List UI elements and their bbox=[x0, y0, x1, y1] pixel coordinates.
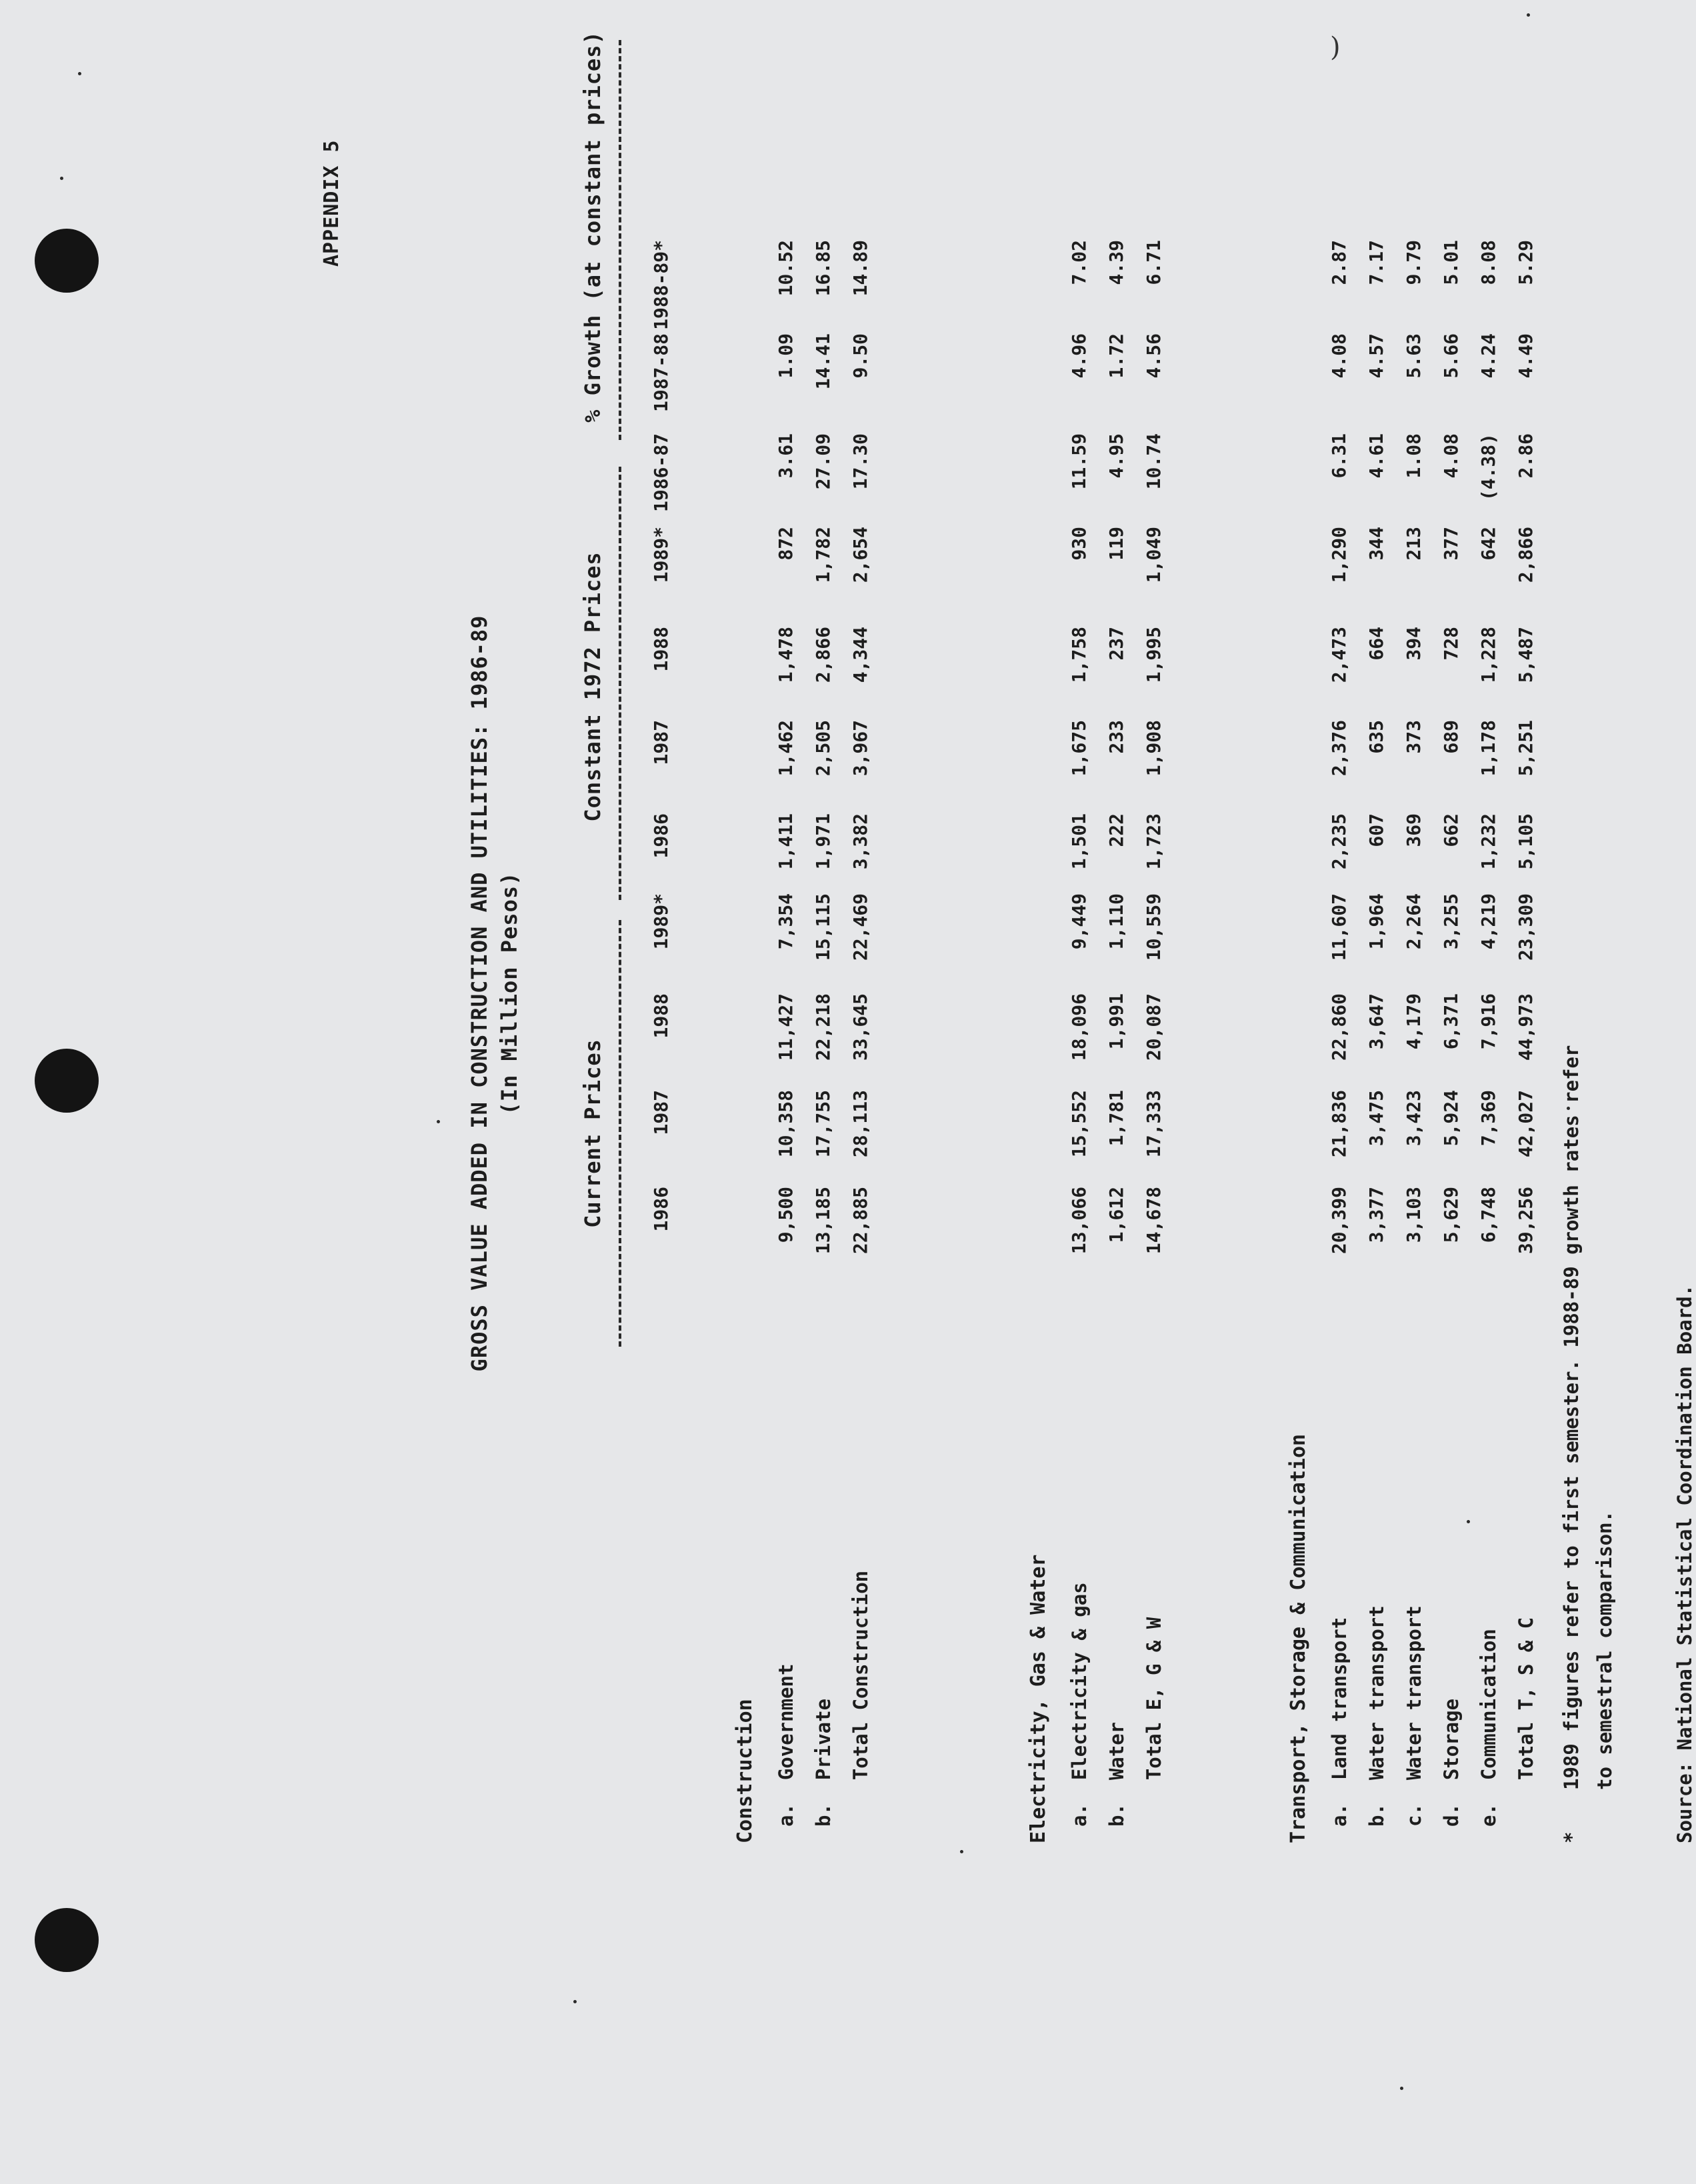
year-header: 1986 bbox=[650, 813, 672, 859]
scan-speck bbox=[78, 72, 81, 75]
table-cell: 8.08 bbox=[1477, 240, 1499, 285]
table-cell: 11,427 bbox=[775, 993, 797, 1061]
table-cell: 3,103 bbox=[1403, 1187, 1425, 1243]
table-cell: 2,866 bbox=[812, 627, 834, 683]
table-cell: 11.59 bbox=[1068, 433, 1090, 490]
year-header: 1987-88 bbox=[650, 333, 672, 413]
table-cell: 222 bbox=[1105, 813, 1127, 847]
table-cell: 1,232 bbox=[1477, 813, 1499, 870]
table-cell: 17.30 bbox=[849, 433, 871, 490]
table-cell: 5.29 bbox=[1515, 240, 1537, 285]
rule-growth bbox=[619, 40, 621, 440]
table-cell: 15,115 bbox=[812, 893, 834, 961]
rule-constant bbox=[619, 467, 621, 900]
table-cell: 1,995 bbox=[1143, 627, 1165, 683]
rotated-table-page bbox=[320, 0, 1696, 1853]
year-header: 1988 bbox=[650, 627, 672, 672]
table-cell: 10,358 bbox=[775, 1090, 797, 1158]
table-cell: 1,991 bbox=[1105, 993, 1127, 1050]
appendix-label: APPENDIX 5 bbox=[320, 139, 343, 267]
year-header: 1989* bbox=[650, 893, 672, 950]
table-cell: 14.89 bbox=[849, 240, 871, 297]
table-cell: 2.87 bbox=[1328, 240, 1350, 285]
header-current-prices: Current Prices bbox=[580, 1039, 605, 1228]
row-label: Total T, S & C bbox=[1515, 1617, 1537, 1827]
punch-hole-bottom bbox=[35, 1908, 99, 1972]
table-cell: 6,371 bbox=[1440, 993, 1462, 1050]
table-cell: 22,469 bbox=[849, 893, 871, 961]
table-cell: 9,449 bbox=[1068, 893, 1090, 950]
footnote-mark: * bbox=[1560, 1831, 1583, 1843]
table-cell: 1,049 bbox=[1143, 527, 1165, 583]
table-cell: 2,264 bbox=[1403, 893, 1425, 950]
table-cell: 39,256 bbox=[1515, 1187, 1537, 1255]
table-cell: 33,645 bbox=[849, 993, 871, 1061]
table-cell: 3,377 bbox=[1365, 1187, 1387, 1243]
table-cell: 1.72 bbox=[1105, 333, 1127, 379]
table-cell: 3.61 bbox=[775, 433, 797, 479]
table-cell: 4.57 bbox=[1365, 333, 1387, 379]
header-growth: % Growth (at constant prices) bbox=[580, 31, 605, 423]
table-cell: 1,675 bbox=[1068, 720, 1090, 777]
table-title: GROSS VALUE ADDED IN CONSTRUCTION AND UTILITIES: 1986-89 bbox=[467, 615, 492, 1372]
table-cell: 6.71 bbox=[1143, 240, 1165, 285]
scan-speck bbox=[60, 177, 63, 180]
scan-speck bbox=[437, 1120, 440, 1123]
table-cell: 4.08 bbox=[1328, 333, 1350, 379]
table-cell: 1.09 bbox=[775, 333, 797, 379]
table-cell: 15,552 bbox=[1068, 1090, 1090, 1158]
scan-speck bbox=[1400, 2087, 1403, 2090]
table-cell: 23,309 bbox=[1515, 893, 1537, 961]
table-cell: 5,629 bbox=[1440, 1187, 1462, 1243]
table-cell: 662 bbox=[1440, 813, 1462, 847]
table-cell: 7,916 bbox=[1477, 993, 1499, 1050]
table-cell: 1.08 bbox=[1403, 433, 1425, 479]
table-cell: 607 bbox=[1365, 813, 1387, 847]
table-cell: 4.49 bbox=[1515, 333, 1537, 379]
table-cell: 5.63 bbox=[1403, 333, 1425, 379]
table-cell: 42,027 bbox=[1515, 1090, 1537, 1158]
table-cell: 233 bbox=[1105, 720, 1127, 754]
table-cell: 2,866 bbox=[1515, 527, 1537, 583]
row-label: Total Construction bbox=[849, 1570, 872, 1827]
table-cell: 21,836 bbox=[1328, 1090, 1350, 1158]
table-cell: 635 bbox=[1365, 720, 1387, 754]
table-cell: 5,924 bbox=[1440, 1090, 1462, 1147]
table-cell: 213 bbox=[1403, 527, 1425, 561]
table-cell: 17,755 bbox=[812, 1090, 834, 1158]
section-title: Construction bbox=[733, 1699, 757, 1843]
table-cell: 728 bbox=[1440, 627, 1462, 661]
table-cell: 3,647 bbox=[1365, 993, 1387, 1050]
table-cell: 4.24 bbox=[1477, 333, 1499, 379]
table-cell: 689 bbox=[1440, 720, 1462, 754]
table-cell: 1,908 bbox=[1143, 720, 1165, 777]
table-cell: 4,179 bbox=[1403, 993, 1425, 1050]
margin-mark: ) bbox=[1330, 32, 1341, 63]
table-cell: 1,612 bbox=[1105, 1187, 1127, 1243]
table-cell: 7.17 bbox=[1365, 240, 1387, 285]
table-cell: 9.50 bbox=[849, 333, 871, 379]
table-cell: 4.08 bbox=[1440, 433, 1462, 479]
table-cell: 16.85 bbox=[812, 240, 834, 297]
table-cell: 1,964 bbox=[1365, 893, 1387, 950]
table-cell: 237 bbox=[1105, 627, 1127, 661]
table-cell: 3,255 bbox=[1440, 893, 1462, 950]
table-cell: 1,758 bbox=[1068, 627, 1090, 683]
table-cell: 377 bbox=[1440, 527, 1462, 561]
table-cell: 22,885 bbox=[849, 1187, 871, 1255]
row-label: a. Government bbox=[775, 1663, 797, 1827]
table-cell: 872 bbox=[775, 527, 797, 561]
year-header: 1988 bbox=[650, 993, 672, 1039]
table-cell: 1,178 bbox=[1477, 720, 1499, 777]
table-cell: 1,971 bbox=[812, 813, 834, 870]
table-cell: 2,473 bbox=[1328, 627, 1350, 683]
table-cell: 5,487 bbox=[1515, 627, 1537, 683]
table-cell: 5,105 bbox=[1515, 813, 1537, 870]
row-label: b. Water transport bbox=[1365, 1605, 1388, 1827]
table-cell: 394 bbox=[1403, 627, 1425, 661]
table-cell: 6,748 bbox=[1477, 1187, 1499, 1243]
year-header: 1989* bbox=[650, 527, 672, 583]
table-cell: 9,500 bbox=[775, 1187, 797, 1243]
year-header: 1986 bbox=[650, 1187, 672, 1232]
year-header: 1986-87 bbox=[650, 433, 672, 513]
table-cell: 1,781 bbox=[1105, 1090, 1127, 1147]
scan-speck bbox=[1467, 1520, 1470, 1523]
table-cell: 18,096 bbox=[1068, 993, 1090, 1061]
table-cell: 4.96 bbox=[1068, 333, 1090, 379]
table-cell: 28,113 bbox=[849, 1090, 871, 1158]
table-cell: 3,475 bbox=[1365, 1090, 1387, 1147]
table-cell: 4.61 bbox=[1365, 433, 1387, 479]
table-cell: 1,723 bbox=[1143, 813, 1165, 870]
table-cell: 1,462 bbox=[775, 720, 797, 777]
table-cell: 1,110 bbox=[1105, 893, 1127, 950]
table-cell: 2,235 bbox=[1328, 813, 1350, 870]
table-cell: 4.39 bbox=[1105, 240, 1127, 285]
table-cell: 2,654 bbox=[849, 527, 871, 583]
table-cell: 14,678 bbox=[1143, 1187, 1165, 1255]
table-cell: 1,228 bbox=[1477, 627, 1499, 683]
table-cell: 22,860 bbox=[1328, 993, 1350, 1061]
row-label: a. Land transport bbox=[1328, 1617, 1351, 1827]
table-cell: 20,087 bbox=[1143, 993, 1165, 1061]
table-cell: 3,967 bbox=[849, 720, 871, 777]
table-cell: 7,369 bbox=[1477, 1090, 1499, 1147]
table-cell: 10,559 bbox=[1143, 893, 1165, 961]
table-cell: 9.79 bbox=[1403, 240, 1425, 285]
table-cell: 373 bbox=[1403, 720, 1425, 754]
table-cell: 44,973 bbox=[1515, 993, 1537, 1061]
year-header: 1987 bbox=[650, 720, 672, 765]
row-label: a. Electricity & gas bbox=[1068, 1582, 1091, 1827]
table-cell: 2,505 bbox=[812, 720, 834, 777]
table-cell: 17,333 bbox=[1143, 1090, 1165, 1158]
scan-speck bbox=[573, 2000, 577, 2003]
source-note: Source: National Statistical Coordination Board. bbox=[1673, 1284, 1696, 1843]
table-cell: 3,423 bbox=[1403, 1090, 1425, 1147]
table-cell: 1,782 bbox=[812, 527, 834, 583]
table-cell: 642 bbox=[1477, 527, 1499, 561]
row-label: b. Private bbox=[812, 1698, 835, 1827]
punch-hole-top bbox=[35, 229, 99, 293]
table-subtitle: (In Million Pesos) bbox=[497, 871, 522, 1115]
footnote-line-1: 1989 figures refer to first semester. 1988-89 growth rates refer bbox=[1560, 1045, 1583, 1790]
table-cell: 4.56 bbox=[1143, 333, 1165, 379]
header-constant-prices: Constant 1972 Prices bbox=[580, 551, 605, 822]
table-cell: 2,376 bbox=[1328, 720, 1350, 777]
table-cell: 13,066 bbox=[1068, 1187, 1090, 1255]
table-cell: 5.66 bbox=[1440, 333, 1462, 379]
table-cell: 1,411 bbox=[775, 813, 797, 870]
table-cell: 7,354 bbox=[775, 893, 797, 950]
section-title: Transport, Storage & Communication bbox=[1287, 1433, 1310, 1843]
table-cell: 13,185 bbox=[812, 1187, 834, 1255]
table-cell: 20,399 bbox=[1328, 1187, 1350, 1255]
table-cell: 4,344 bbox=[849, 627, 871, 683]
table-cell: 11,607 bbox=[1328, 893, 1350, 961]
punch-hole-middle bbox=[35, 1049, 99, 1113]
table-cell: 10.52 bbox=[775, 240, 797, 297]
rule-current bbox=[619, 920, 621, 1347]
table-cell: 1,478 bbox=[775, 627, 797, 683]
table-cell: 6.31 bbox=[1328, 433, 1350, 479]
table-cell: 27.09 bbox=[812, 433, 834, 490]
table-cell: 7.02 bbox=[1068, 240, 1090, 285]
table-cell: 119 bbox=[1105, 527, 1127, 561]
table-cell: 3,382 bbox=[849, 813, 871, 870]
table-cell: 1,290 bbox=[1328, 527, 1350, 583]
table-cell: 5,251 bbox=[1515, 720, 1537, 777]
row-label: b. Water bbox=[1105, 1721, 1128, 1827]
table-cell: 10.74 bbox=[1143, 433, 1165, 490]
table-cell: 22,218 bbox=[812, 993, 834, 1061]
scan-speck bbox=[1527, 13, 1530, 17]
table-cell: (4.38) bbox=[1477, 433, 1499, 501]
table-cell: 4.95 bbox=[1105, 433, 1127, 479]
table-cell: 2.86 bbox=[1515, 433, 1537, 479]
row-label: e. Communication bbox=[1477, 1629, 1500, 1827]
table-cell: 1,501 bbox=[1068, 813, 1090, 870]
table-cell: 344 bbox=[1365, 527, 1387, 561]
footnote-line-2: to semestral comparison. bbox=[1593, 1510, 1616, 1790]
row-label: Total E, G & W bbox=[1143, 1617, 1165, 1827]
table-cell: 369 bbox=[1403, 813, 1425, 847]
row-label: c. Water transport bbox=[1403, 1605, 1425, 1827]
table-cell: 930 bbox=[1068, 527, 1090, 561]
table-cell: 14.41 bbox=[812, 333, 834, 390]
row-label: d. Storage bbox=[1440, 1698, 1463, 1827]
table-cell: 664 bbox=[1365, 627, 1387, 661]
table-cell: 5.01 bbox=[1440, 240, 1462, 285]
year-header: 1988-89* bbox=[650, 240, 672, 330]
table-cell: 4,219 bbox=[1477, 893, 1499, 950]
section-title: Electricity, Gas & Water bbox=[1027, 1554, 1050, 1843]
year-header: 1987 bbox=[650, 1090, 672, 1135]
